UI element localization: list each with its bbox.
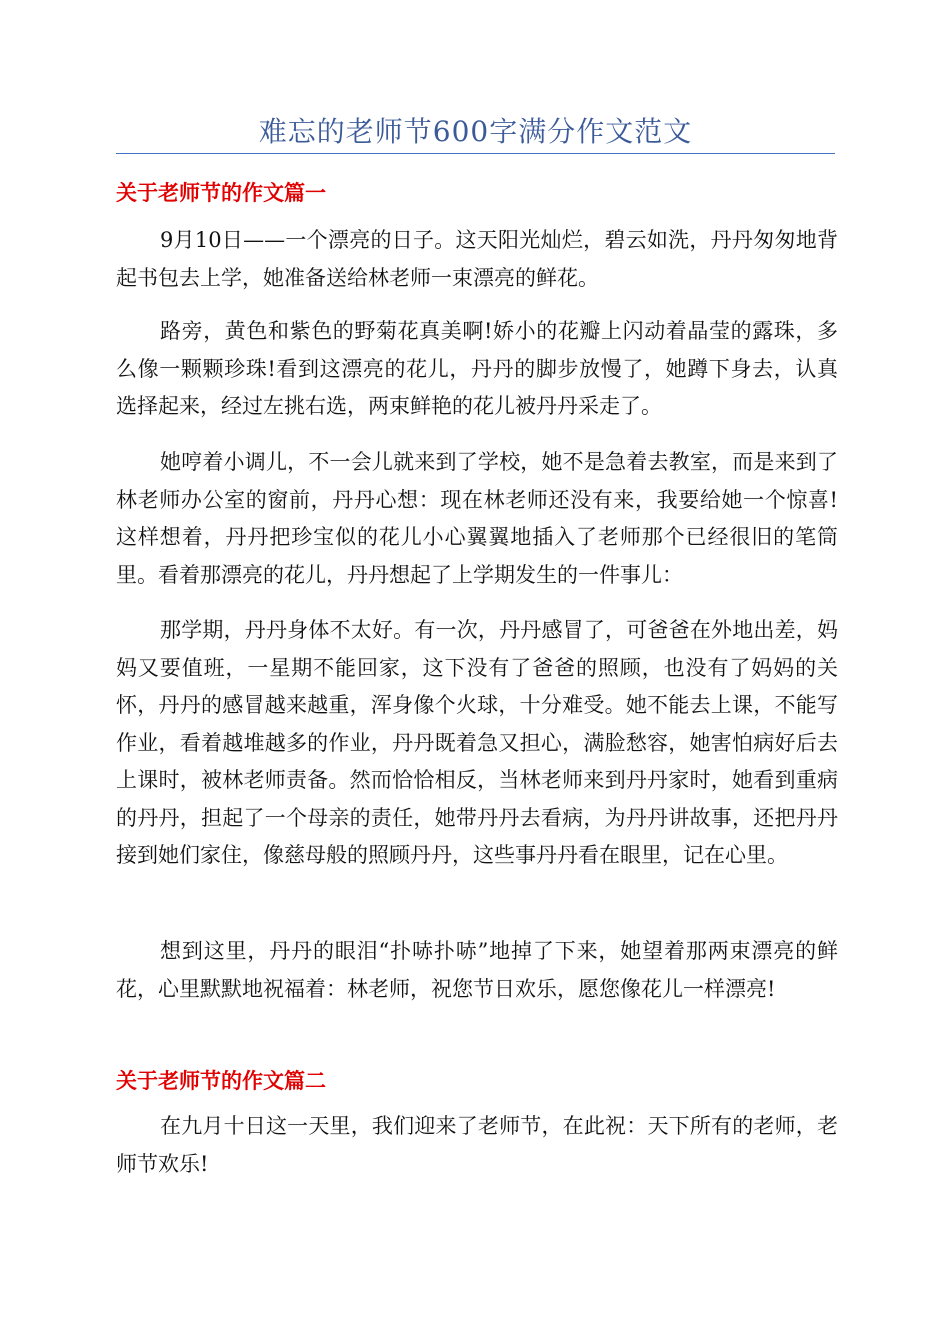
section-heading-2: 关于老师节的作文篇二	[116, 1069, 326, 1093]
section-heading-1: 关于老师节的作文篇一	[116, 181, 326, 205]
paragraph: 想到这里，丹丹的眼泪“扑哧扑哧”地掉了下来，她望着那两束漂亮的鲜花，心里默默地祝福着：林老师，祝您节日欢乐，愿您像花儿一样漂亮!	[116, 939, 838, 1001]
title-underline	[116, 153, 835, 154]
paragraph: 路旁，黄色和紫色的野菊花真美啊!娇小的花瓣上闪动着晶莹的露珠，多么像一颗颗珍珠!看到这漂亮的花儿，丹丹的脚步放慢了，她蹲下身去，认真选择起来，经过左挑右选，两束鲜艳的花儿被丹丹采走了。	[116, 319, 838, 418]
document-title: 难忘的老师节600字满分作文范文	[258, 115, 693, 148]
paragraph: 那学期，丹丹身体不太好。有一次，丹丹感冒了，可爸爸在外地出差，妈妈又要值班，一星期不能回家，这下没有了爸爸的照顾，也没有了妈妈的关怀，丹丹的感冒越来越重，浑身像个火球，十分难受。她不能去上课，不能写作业，看着越堆越多的作业，丹丹既着急又担心，满脸愁容，她害怕病好后去上课时，被林老师责备。然而恰恰相反，当林老师来到丹丹家时，她看到重病的丹丹，担起了一个母亲的责任，她带丹丹去看病，为丹丹讲故事，还把丹丹接到她们家住，像慈母般的照顾丹丹，这些事丹丹看在眼里，记在心里。	[116, 618, 838, 867]
paragraph: 在九月十日这一天里，我们迎来了老师节，在此祝：天下所有的老师，老师节欢乐!	[116, 1114, 838, 1176]
paragraph: 9月10日——一个漂亮的日子。这天阳光灿烂，碧云如洗，丹丹匆匆地背起书包去上学，她准备送给林老师一束漂亮的鲜花。	[116, 228, 838, 290]
paragraph: 她哼着小调儿，不一会儿就来到了学校，她不是急着去教室，而是来到了林老师办公室的窗前，丹丹心想：现在林老师还没有来，我要给她一个惊喜!这样想着，丹丹把珍宝似的花儿小心翼翼地插入了老师那个已经很旧的笔筒里。看着那漂亮的花儿，丹丹想起了上学期发生的一件事儿：	[116, 450, 838, 587]
